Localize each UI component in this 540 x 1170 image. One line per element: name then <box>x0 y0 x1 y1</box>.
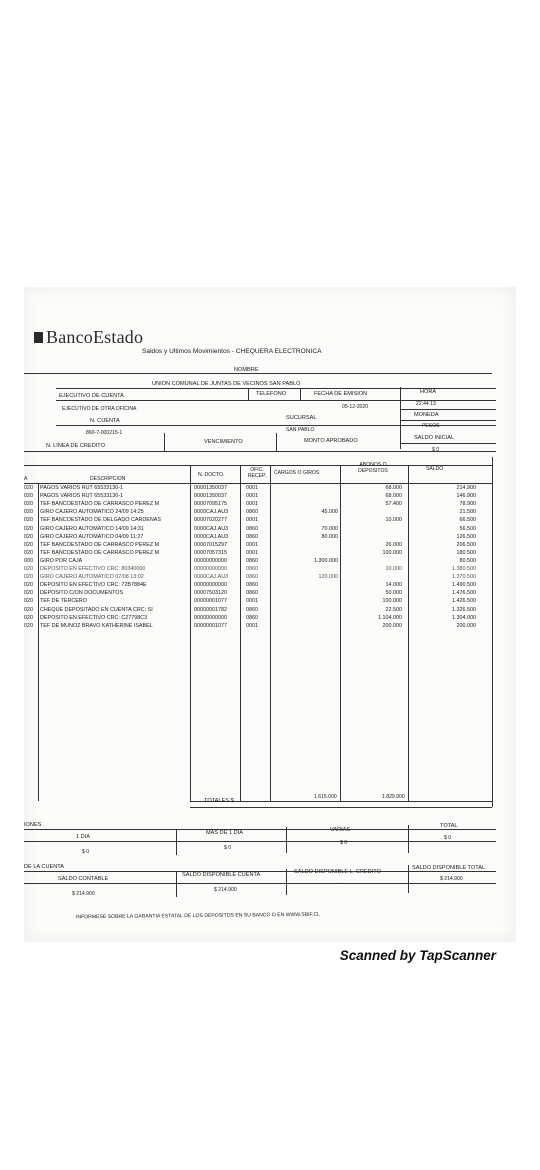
row-docto: 00000001077 <box>194 622 227 629</box>
row-saldo: 214.900 <box>456 485 476 491</box>
nombre-value: UNION COMUNAL DE JUNTAS DE VECINOS SAN PABLO <box>152 381 301 387</box>
row-description: DEPOSITO EN EFECTIVO CRC: C27798C3 <box>40 614 148 621</box>
row-docto: 00007015297 <box>194 541 227 548</box>
deposit-guarantee-notice: INFORMESE SOBRE LA GARANTIA ESTATAL DE LOS DEPOSITOS EN SU BANCO O EN WWW.SBIF.CL <box>75 911 321 921</box>
table-row <box>24 615 516 623</box>
saldo-disp-credito-label: SALDO DISPONIBLE L. CREDITO <box>294 869 381 875</box>
row-ofic: 0860 <box>246 525 258 532</box>
row-saldo: 1.426.500 <box>452 598 476 605</box>
ejecutivo-otra-label: EJECUTIVO DE OTRA OFICINA <box>62 406 137 412</box>
row-description: GIRO CAJERO AUTOMATICO 04/09 11:27 <box>40 533 144 540</box>
fecha-label: FECHA DE EMISION <box>314 391 368 397</box>
row-ofic: 0860 <box>246 614 258 621</box>
row-saldo: 1.370.500 <box>452 574 476 581</box>
row-code: 020 <box>24 566 33 572</box>
row-abono: 1.104.000 <box>378 614 402 621</box>
row-ofic: 0860 <box>246 533 258 540</box>
row-saldo: 146.900 <box>456 493 476 500</box>
ejecutivo-label: EJECUTIVO DE CUENTA <box>59 393 124 399</box>
row-description: TEF DE MUNOZ BRAVO KATHERINE ISABEL <box>40 622 153 629</box>
row-cargo: 1.300.000 <box>314 557 338 564</box>
bank-logo-icon <box>34 332 43 343</box>
row-saldo: 21.500 <box>459 509 476 516</box>
table-row <box>24 550 516 558</box>
moneda-value: PESOS <box>422 423 440 429</box>
linea-credito-label: N. LINEA DE CREDITO <box>46 443 105 449</box>
row-description: GIRO CAJERO AUTOMATICO 24/09 14:25 <box>40 509 144 516</box>
row-ofic: 0001 <box>246 517 258 524</box>
row-code: 020 <box>24 598 33 605</box>
nombre-label: NOMBRE <box>234 367 259 373</box>
row-ofic: 0860 <box>246 582 258 589</box>
row-saldo: 180.500 <box>456 549 476 556</box>
ret-1dia-label: 1 DIA <box>76 834 90 840</box>
totales-label: TOTALES $ <box>204 798 234 804</box>
row-docto: 00007503120 <box>194 590 227 597</box>
table-row <box>24 566 516 574</box>
row-description: DEPOSITO C/ON DOCUMENTOS <box>40 590 124 597</box>
row-abono: 10.000 <box>385 517 402 524</box>
row-ofic: 0001 <box>246 501 258 508</box>
table-row <box>24 574 516 582</box>
table-row <box>24 542 516 550</box>
col-cargos-header: CARGOS O GIROS <box>274 470 320 476</box>
scanner-watermark: Scanned by TapScanner <box>339 948 496 963</box>
row-code: 020 <box>24 606 33 613</box>
row-cargo: 120.000 <box>318 574 338 581</box>
row-abono: 10.000 <box>385 566 402 572</box>
row-abono: 100.000 <box>382 549 402 556</box>
row-code: 020 <box>24 549 33 556</box>
row-abono: 14.000 <box>385 582 402 589</box>
monto-aprobado-label: MONTO APROBADO <box>304 438 358 444</box>
table-row <box>24 501 516 509</box>
row-ofic: 0001 <box>246 622 258 629</box>
statement-title: Saldos y Ultimos Movimientos - CHEQUERA ELECTRONICA <box>142 348 322 355</box>
row-code: 020 <box>24 493 33 500</box>
row-ofic: 0001 <box>246 541 258 548</box>
table-row <box>24 509 516 517</box>
row-description: PAGOS VARIOS RUT 65533130-1 <box>40 493 123 500</box>
row-description: GIRO CAJERO AUTOMATICO 07/08 13:02 <box>40 574 144 581</box>
row-abono: 50.000 <box>385 590 402 597</box>
bank-logo <box>34 327 143 348</box>
row-docto: 00001350037 <box>194 493 227 500</box>
row-description: GIRO POR CAJA <box>40 557 83 564</box>
saldo-disp-credito-value: ------- <box>336 881 348 887</box>
row-code: 020 <box>24 574 33 581</box>
row-abono: 22.500 <box>385 606 402 613</box>
ret-1dia-value: $ 0 <box>82 849 90 855</box>
row-docto: 00007095175 <box>194 501 227 508</box>
sucursal-value: SAN PABLO <box>286 427 315 433</box>
table-row <box>24 558 516 566</box>
row-description: GIRO CAJERO AUTOMATICO 14/09 14:31 <box>40 525 144 532</box>
vencimiento-label: VENCIMIENTO <box>204 439 243 445</box>
row-description: DEPOSITO EN EFECTIVO CRC: 80340000 <box>40 566 146 572</box>
ncuenta-value: 860-7-000215-1 <box>86 430 123 436</box>
row-docto: 00000000000 <box>194 557 227 564</box>
col-a-header: A <box>24 476 28 482</box>
retenciones-label: IONES <box>24 822 42 828</box>
row-saldo: 1.476.500 <box>452 590 476 597</box>
table-row <box>24 493 516 501</box>
scanned-statement-page <box>24 287 516 942</box>
row-docto: 00000000000 <box>194 566 227 572</box>
telefono-label: TELEFONO <box>256 391 287 397</box>
row-code: 020 <box>24 525 33 532</box>
col-saldo-header: SALDO <box>426 466 444 472</box>
row-description: DEPOSITO EN EFECTIVO CRC: 72B7884E <box>40 582 147 589</box>
table-row <box>24 526 516 534</box>
col-docto-header: N. DOCTO. <box>198 472 225 478</box>
table-row <box>24 582 516 590</box>
row-docto: 0000CAJ.AU3 <box>194 533 229 540</box>
row-code: 020 <box>24 501 33 508</box>
row-code: 000 <box>24 557 33 564</box>
row-saldo: 126.500 <box>456 533 476 540</box>
row-ofic: 0001 <box>246 493 258 500</box>
row-code: 020 <box>24 533 33 540</box>
row-saldo: 200.000 <box>456 622 476 629</box>
row-abono: 68.000 <box>385 485 402 491</box>
ret-mas1dia-value: $ 0 <box>224 845 232 851</box>
row-docto: 00001350037 <box>194 485 227 491</box>
saldos-label: DE LA CUENTA <box>24 864 64 870</box>
row-ofic: 0860 <box>246 509 258 516</box>
row-cargo: 80.000 <box>321 533 338 540</box>
row-ofic: 0001 <box>246 549 258 556</box>
row-ofic: 0860 <box>246 574 258 581</box>
moneda-label: MONEDA <box>414 412 439 418</box>
table-row <box>24 607 516 615</box>
col-descripcion-header: DESCRIPCION <box>90 476 126 482</box>
table-row <box>24 598 516 606</box>
row-cargo: 45.000 <box>321 509 338 516</box>
row-saldo: 66.500 <box>459 517 476 524</box>
row-code: 020 <box>24 614 33 621</box>
row-ofic: 0001 <box>246 598 258 605</box>
row-ofic: 0860 <box>246 566 258 572</box>
ret-varias-label: VARIAS <box>330 827 351 833</box>
row-docto: 00007020277 <box>194 517 227 524</box>
col-abonos-header: ABONOS O DEPOSITOS <box>358 462 388 474</box>
row-docto: 0000CAJ.AU3 <box>194 509 229 516</box>
row-description: TEF BANCOESTADO DE CARRASCO PEREZ M <box>40 549 160 556</box>
fecha-value: 05-12-2020 <box>342 404 369 410</box>
saldo-disp-cuenta-value: $ 214.900 <box>214 887 237 893</box>
ncuenta-label: N. CUENTA <box>90 418 120 424</box>
row-saldo: 206.500 <box>456 541 476 548</box>
row-abono: 26.000 <box>385 541 402 548</box>
row-abono: 100.000 <box>382 598 402 605</box>
row-saldo: 1.304.000 <box>452 614 476 621</box>
row-saldo: 1.380.500 <box>452 566 476 572</box>
hora-value: 22:44:13 <box>416 401 436 407</box>
row-saldo: 78.900 <box>459 501 476 508</box>
bank-name: BancoEstado <box>46 327 144 347</box>
total-abonos: 1.829.900 <box>382 794 405 800</box>
col-ofic-header: OFIC. RECEP. <box>247 467 267 479</box>
saldo-inicial-label: SALDO INICIAL <box>414 435 455 441</box>
saldo-contable-value: $ 214.900 <box>72 891 95 897</box>
row-docto: 0000CAJ.AU3 <box>194 574 229 581</box>
table-row <box>24 485 516 493</box>
row-description: TEF BANCOESTADO DE CARRASCO PEREZ M <box>40 501 160 508</box>
row-saldo: 56.500 <box>459 525 476 532</box>
ret-mas1dia-label: MAS DE 1 DIA <box>206 830 243 836</box>
sucursal-label: SUCURSAL <box>286 415 317 421</box>
row-abono: 68.000 <box>385 493 402 500</box>
saldo-disp-total-value: $ 214.900 <box>440 876 463 882</box>
row-code: 020 <box>24 541 33 548</box>
row-abono: 200.000 <box>382 622 402 629</box>
row-code: 020 <box>24 509 33 516</box>
row-docto: 0000CAJ.AU3 <box>194 525 229 532</box>
row-description: TEF DE TERCERO <box>40 598 87 605</box>
row-ofic: 0860 <box>246 557 258 564</box>
ret-varias-value: $ 0 <box>340 840 348 846</box>
table-row <box>24 590 516 598</box>
row-docto: 00000001782 <box>194 606 227 613</box>
row-docto: 00007057315 <box>194 549 227 556</box>
row-ofic: 0860 <box>246 606 258 613</box>
row-code: 020 <box>24 485 33 491</box>
row-description: PAGOS VARIOS RUT 65533130-1 <box>40 485 123 491</box>
row-saldo: 1.490.500 <box>452 582 476 589</box>
total-cargos: 1.615.000 <box>314 794 337 800</box>
row-docto: 00000000000 <box>194 614 227 621</box>
row-code: 020 <box>24 590 33 597</box>
row-cargo: 70.000 <box>321 525 338 532</box>
saldo-contable-label: SALDO CONTABLE <box>58 876 109 882</box>
row-saldo: 1.326.500 <box>452 606 476 613</box>
row-docto: 00000000000 <box>194 582 227 589</box>
row-code: 020 <box>24 582 33 589</box>
row-saldo: 80.500 <box>459 557 476 564</box>
row-code: 020 <box>24 622 33 629</box>
row-code: 020 <box>24 517 33 524</box>
row-abono: 57.400 <box>385 501 402 508</box>
row-docto: 00000001077 <box>194 598 227 605</box>
saldo-disp-cuenta-label: SALDO DISPONIBLE CUENTA <box>182 872 261 878</box>
table-row <box>24 517 516 525</box>
hora-label: HORA <box>420 389 437 395</box>
table-row <box>24 623 516 631</box>
ret-total-value: $ 0 <box>444 835 452 841</box>
row-ofic: 0001 <box>246 485 258 491</box>
table-row <box>24 534 516 542</box>
saldo-inicial-value: $ 0 <box>432 447 440 453</box>
row-description: TEF BANCOESTADO DE DELGADO CARDENAS <box>40 517 161 524</box>
row-ofic: 0860 <box>246 590 258 597</box>
row-description: CHEQUE DEPOSITADO EN CUENTA CRC: SI <box>40 606 153 613</box>
ret-total-label: TOTAL <box>440 823 458 829</box>
row-description: TEF BANCOESTADO DE CARRASCO PEREZ M <box>40 541 160 548</box>
saldo-disp-total-label: SALDO DISPONIBLE TOTAL <box>412 865 486 871</box>
